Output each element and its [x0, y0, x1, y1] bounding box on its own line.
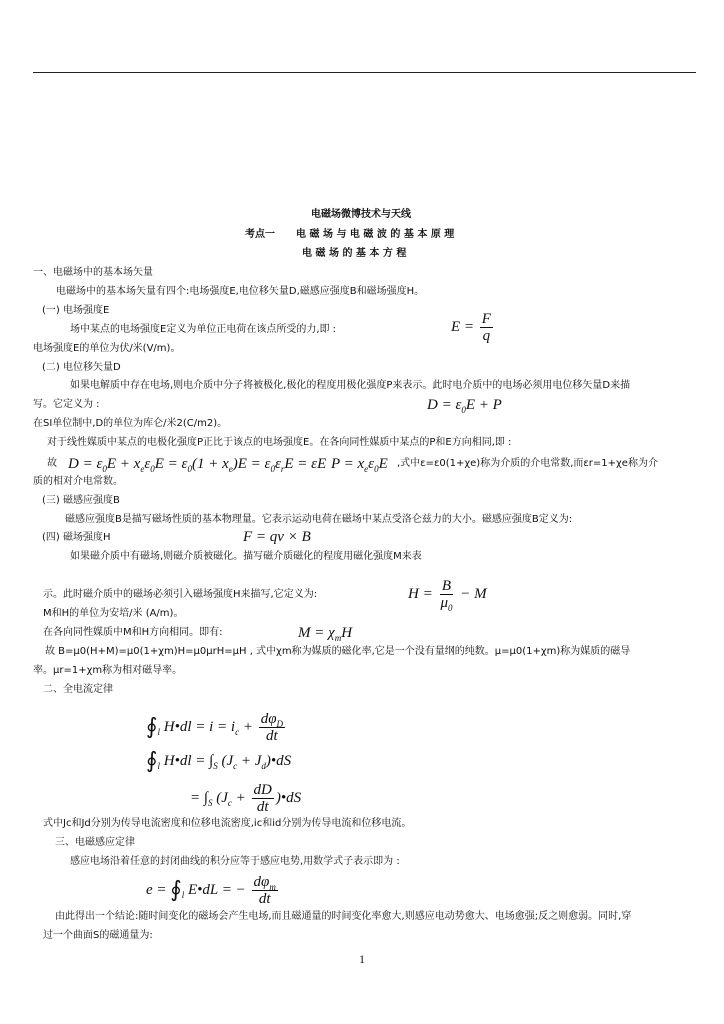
formula-p: $P = x_e\varepsilon_0E$	[331, 456, 388, 474]
topic-title: 电 磁 场 与 电 磁 波 的 基 本 原 理	[296, 229, 455, 240]
sub2-text-2: 写。它定义为 :	[33, 399, 100, 410]
sub2-unit: 在SI单位制中,D的单位为库仑/米2(C/m2)。	[33, 418, 228, 429]
sub2-note: ,式中ε=ε0(1+χe)称为介质的介电常数,而εr=1+χe称为介	[397, 458, 658, 469]
section-3-conclusion-1: 由此得出一个结论:随时间变化的磁场会产生电场,而且磁通量的时间变化率愈大,则感应电动势愈大、电场愈强;反之则愈弱。同时,穿	[55, 911, 632, 922]
sub2-gu: 故	[47, 458, 57, 469]
formula-d-expanded: $D = \varepsilon_0E + x_e\varepsilon_0E = \varepsilon_0(1 + x_e)E = \varepsilon_0\varepsilon_rE = \varepsilon E$	[68, 456, 327, 474]
header-rule	[33, 72, 696, 73]
sub2-note-2: 质的相对介电常数。	[33, 476, 123, 487]
formula-ampere-3: = $\int_S$ ($J_c$ + $\frac{dD}{dt}$ )•dS	[190, 782, 302, 815]
section-3-text: 感应电场沿着任意的封闭曲线的积分应等于感应电势,用数学式子表示即为 :	[70, 856, 400, 867]
sub2-linear: 对于线性媒质中某点的电极化强度P正比于该点的电场强度E。在各向同性媒质中某点的P和E方向相同,即 :	[47, 437, 512, 448]
sub2-heading: (二) 电位移矢量D	[42, 362, 121, 373]
section-3-heading: 三、电磁感应定律	[55, 837, 135, 848]
formula-ampere-2: $∮_l$ H•dl = $\int_S$ ($J_c$ + $J_d)•dS$	[146, 748, 292, 774]
sub4-unit: M和H的单位为安培/米 (A/m)。	[43, 608, 184, 619]
sub3-text: 磁感应强度B是描写磁场性质的基本物理量。它表示运动电荷在磁场中某点受洛仑兹力的大小。磁感应强度B定义为:	[65, 514, 573, 525]
sub1-heading: (一) 电场强度E	[42, 305, 110, 316]
section-title: 电 磁 场 的 基 本 方 程	[302, 248, 407, 259]
formula-faraday: $e = ∮_l$ E•dL = − $\frac{d\varphi_m}{dt}$	[146, 874, 276, 907]
section-2-note: 式中Jc和Jd分别为传导电流密度和位移电流密度,ic和id分别为传导电流和位移电流。	[43, 818, 412, 829]
section-1-heading: 一、电磁场中的基本场矢量	[33, 267, 153, 278]
section-2-heading: 二、全电流定律	[43, 684, 113, 695]
formula-e-definition: E = $\frac{F}{q}$	[451, 311, 491, 344]
formula-lorentz: F = qv × B	[243, 529, 311, 545]
sub4-gu-2: 率。μr=1+χm称为相对磁导率。	[33, 665, 183, 676]
document-title: 电磁场微博技术与天线	[311, 209, 411, 220]
topic-label: 考点一	[245, 229, 275, 240]
sub2-text-1: 如果电解质中存在电场,则电介质中分子将被极化,极化的程度用极化强度P来表示。此时电介质中的电场必须用电位移矢量D来描	[70, 380, 631, 391]
sub3-heading: (三) 磁感应强度B	[42, 495, 120, 506]
section-3-conclusion-2: 过一个曲面S的磁通量为:	[43, 930, 153, 941]
sub4-heading: (四) 磁场强度H	[42, 532, 111, 543]
sub4-gu: 故 B=μ0(H+M)=μ0(1+χm)H=μ0μrH=μH , 式中χm称为媒质的磁化率,它是一个没有量纲的纯数。μ=μ0(1+χm)称为媒质的磁导	[45, 646, 631, 657]
sub1-text: 场中某点的电场强度E定义为单位正电荷在该点所受的力,即 :	[70, 324, 337, 335]
page-number: 1	[359, 952, 365, 966]
sub4-iso: 在各向同性媒质中M和H方向相同。即有:	[43, 627, 223, 638]
section-1-intro: 电磁场中的基本场矢量有四个:电场强度E,电位移矢量D,磁感应强度B和磁场强度H。	[56, 286, 425, 297]
sub4-text-2: 示。此时磁介质中的磁场必须引入磁场强度H来描写,它定义为:	[43, 589, 318, 600]
formula-h-definition: H = $\frac{B}{\mu_0}$ − M	[408, 578, 487, 613]
formula-ampere-1: $∮_l$ H•dl = $i = i_c$ + $\frac{d\varphi_D}{dt}$	[146, 711, 284, 744]
formula-m: $M = \chi_mH$	[298, 625, 353, 643]
sub1-unit: 电场强度E的单位为伏/米(V/m)。	[33, 343, 181, 354]
sub4-text: 如果磁介质中有磁场,则磁介质被磁化。描写磁介质磁化的程度用磁化强度M来表	[70, 551, 422, 562]
formula-d-definition: $D = \varepsilon_0E + P$	[427, 397, 502, 415]
